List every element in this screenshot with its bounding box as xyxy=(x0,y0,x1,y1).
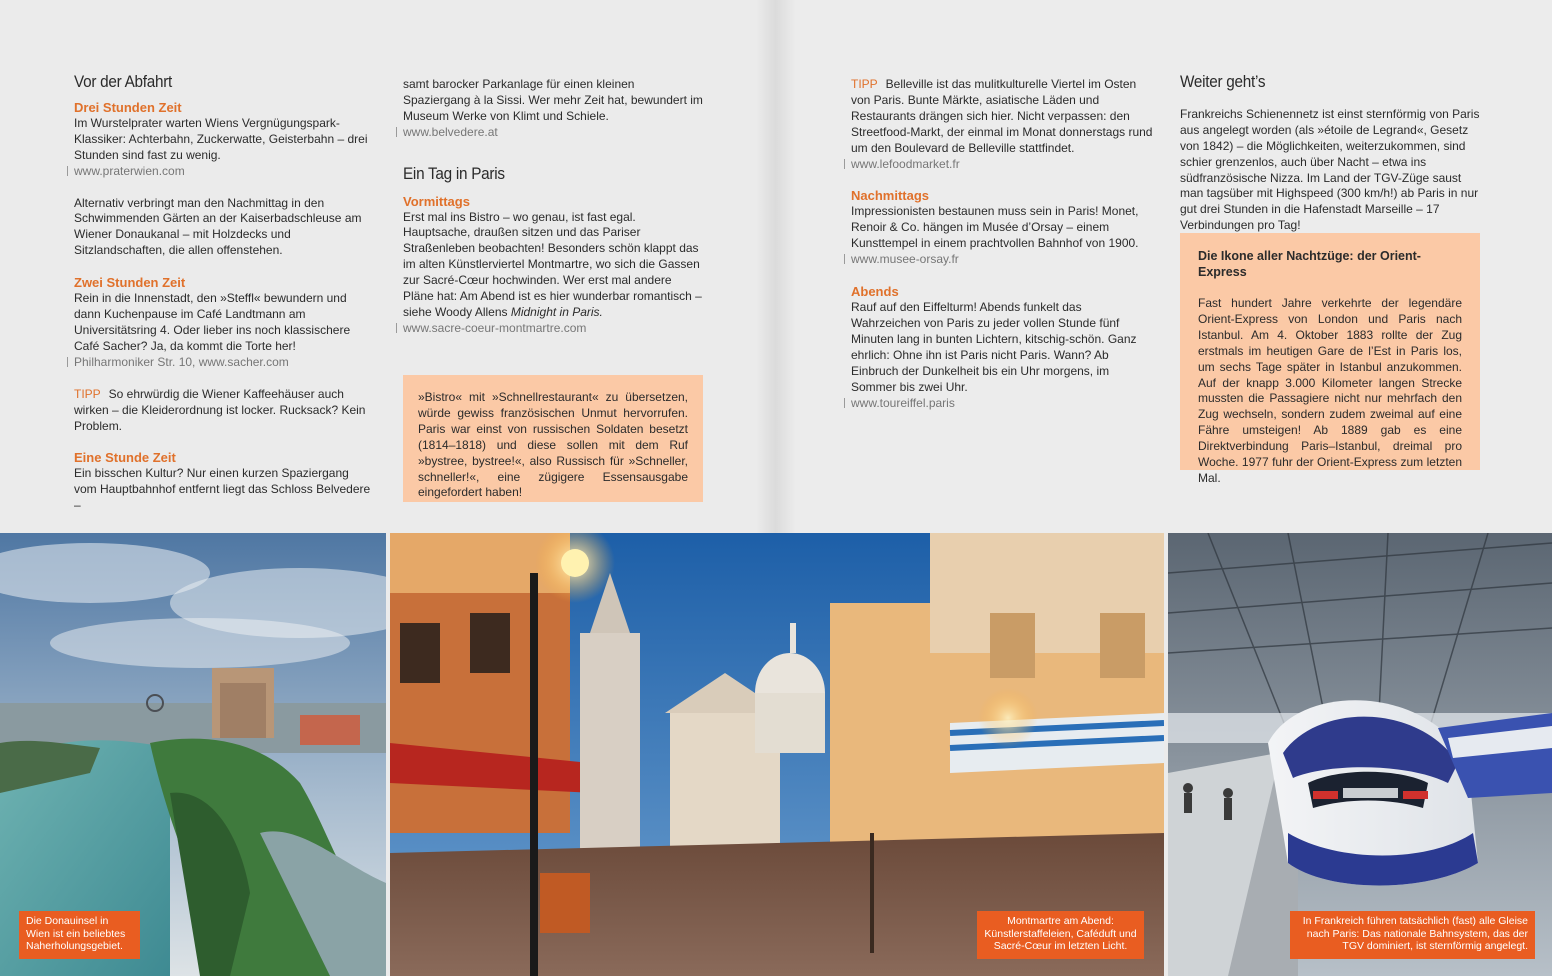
section-title-zwei-stunden: Zwei Stunden Zeit xyxy=(74,275,186,291)
caption-montmartre: Montmartre am Abend: Künstlerstaffeleien, Caféduft und Sacré-Cœur im letzten Licht. xyxy=(977,911,1144,959)
heading-ein-tag-in-paris: Ein Tag in Paris xyxy=(403,163,505,183)
link-sacher[interactable]: Philharmoniker Str. 10, www.sacher.com xyxy=(74,355,374,371)
right-page xyxy=(776,0,1552,533)
info-box-orient-express xyxy=(1180,233,1480,485)
info-box-title: Die Ikone aller Nachtzüge: der Orient-Express xyxy=(1198,249,1421,279)
caption-vienna: Die Donauinsel in Wien ist ein beliebtes Naherholungsgebiet. xyxy=(19,911,140,959)
paragraph-schwimmende-gaerten: Alternativ verbringt man den Nachmittag in den Schwimmenden Gärten an der Kaiserbadschleuse am Wiener Donaukanal – mit Holzdecks und Sitzlandschaften, die allen offenstehen. xyxy=(74,195,362,258)
info-box-bistro xyxy=(403,375,703,502)
section-title-abends: Abends xyxy=(851,284,899,300)
section-text-zwei-stunden: Rein in die Innenstadt, den »Steffl« bewundern und dann Kuchenpause im Café Landtmann am Universitätsring 4. Oder lieber ins noch klassischere Café Sacher? Ja, da kommt die Torte her! xyxy=(74,291,351,353)
link-musee-orsay[interactable]: www.musee-orsay.fr xyxy=(851,252,1153,268)
column-ein-tag-in-paris xyxy=(403,77,703,337)
tipp-label: TIPP xyxy=(74,386,101,401)
info-box-orient-express-text: Fast hundert Jahre verkehrte der legendäre Orient-Express von London und Paris nach Istanbul. Am 4. Oktober 1883 rollte der Zug erstmals im heutigen Gare de l’Est in Paris los, um sechs Tage später in Istanbul anzukommen. Auf der knapp 3.000 Kilometer langen Strecke mussten die Passagiere nicht nur mehrfach den Zug wechseln, sondern zudem zweimal auf eine Fähre umsteigen! Ab 1889 gab es eine Direktverbindung Paris–Istanbul, dreimal pro Woche. 1977 fuhr der Orient-Express zum letzten Mal. xyxy=(1198,296,1462,485)
link-sacre-coeur[interactable]: www.sacre-coeur-montmartre.com xyxy=(403,321,703,337)
section-title-eine-stunde: Eine Stunde Zeit xyxy=(74,450,176,466)
section-text-nachmittags: Impressionisten bestaunen muss sein in Paris! Monet, Renoir & Co. hängen im Musée d’Orsay – einem Kunsttempel in einem prachtvollen Bahnhof von 1900. xyxy=(851,204,1139,251)
caption-tgv: In Frankreich führen tatsächlich (fast) alle Gleise nach Paris: Das nationale Bahnsystem, das der TGV dominiert, ist sternförmig angelegt. xyxy=(1290,911,1535,959)
heading-weiter-gehts: Weiter geht’s xyxy=(1180,72,1266,91)
heading-vor-der-abfahrt: Vor der Abfahrt xyxy=(74,72,173,91)
section-title-nachmittags: Nachmittags xyxy=(851,188,930,204)
vormittags-text: Erst mal ins Bistro – wo genau, ist fast egal. Hauptsache, draußen sitzen und das Pariser Straßenleben beobachten! Besonders schön klappt das im alten Künstlerviertel Montmartre, wo sich die Gassen zur Sacré-Cœur hochwinden. Wer erst mal andere Pläne hat: Am Abend ist es hier wunderbar romantisch – siehe Woody Allens xyxy=(403,209,702,319)
column-weiter-gehts xyxy=(1180,74,1480,234)
link-praterwien[interactable]: www.praterwien.com xyxy=(74,164,374,180)
photo-montmartre xyxy=(390,533,1164,976)
section-text-eine-stunde: Ein bisschen Kultur? Nur einen kurzen Spaziergang vom Hauptbahnhof entfernt liegt das Schloss Belvedere – xyxy=(74,466,371,513)
left-page xyxy=(0,0,776,533)
section-text-vormittags xyxy=(403,210,703,321)
section-title-drei-stunden: Drei Stunden Zeit xyxy=(74,99,182,115)
tipp-text: Belleville ist das mulitkulturelle Viertel im Osten von Paris. Bunte Märkte, asiatische Läden und Restaurants drängen sich hier. Nicht verpassen: den Streetfood-Markt, der einmal im Monat donnerstags rund um den Boulevard de Belleville stattfindet. xyxy=(851,77,1153,155)
link-lefoodmarket[interactable]: www.lefoodmarket.fr xyxy=(851,157,1153,173)
tipp-belleville xyxy=(851,77,1153,157)
film-title: Midnight in Paris. xyxy=(510,304,603,319)
section-text-drei-stunden: Im Wurstelprater warten Wiens Vergnügungspark-Klassiker: Achterbahn, Zuckerwatte, Geisterbahn – drei Stunden sind fast zu wenig. xyxy=(74,115,368,162)
photo-tgv-station xyxy=(1168,533,1552,976)
column-paris-tageszeiten xyxy=(851,77,1153,411)
column-vor-der-abfahrt xyxy=(74,74,374,514)
link-belvedere[interactable]: www.belvedere.at xyxy=(403,125,703,141)
tipp-text: So ehrwürdig die Wiener Kaffeehäuser auch wirken – die Kleiderordnung ist locker. Rucksack? Kein Problem. xyxy=(74,386,366,433)
info-box-bistro-text: »Bistro« mit »Schnellrestaurant« zu übersetzen, würde gewiss französischen Unmut hervorrufen. Paris war einst von russischen Soldaten besetzt (1814–1818) und diese sollen mit dem Ruf »bystree, bystree!«, also Russisch für »Schneller, schneller!«, eine zügigere Essensausgabe eingefordert haben! xyxy=(418,390,688,500)
section-title-vormittags: Vormittags xyxy=(403,193,470,209)
section-text-abends: Rauf auf den Eiffelturm! Abends funkelt das Wahrzeichen von Paris zu jeder vollen Stunde fünf Minuten lang in bunten Lichtern, kitschig-schön. Ganz ehrlich: Ohne ihn ist Paris nicht Paris. Wann? Ab Einbruch der Dunkelheit bis ein Uhr morgens, im Sommer bis zwei Uhr. xyxy=(851,300,1137,394)
paragraph-schienennetz: Frankreichs Schienennetz ist einst sternförmig von Paris aus angelegt worden (als »étoile de Legrand«, Gesetz von 1842) – die Möglichkeiten, weiterzukommen, sind schier grenzenlos, auch über Nacht – etwa ins südfranzösische Nizza. Im Land der TGV-Züge saust man tagsüber mit Highspeed (300 km/h!) ab Paris in nur gut drei Stunden in die Hafenstadt Marseille – 17 Verbindungen pro Tag! xyxy=(1180,106,1480,233)
tipp-label: TIPP xyxy=(851,77,878,91)
paragraph-belvedere: samt barocker Parkanlage für einen kleinen Spaziergang à la Sissi. Wer mehr Zeit hat, bewundert im Museum Werke von Klimt und Schiele. xyxy=(403,77,703,123)
photo-vienna-danube xyxy=(0,533,386,976)
tipp-kaffeehaeuser xyxy=(74,387,374,435)
link-toureiffel[interactable]: www.toureiffel.paris xyxy=(851,396,1153,412)
